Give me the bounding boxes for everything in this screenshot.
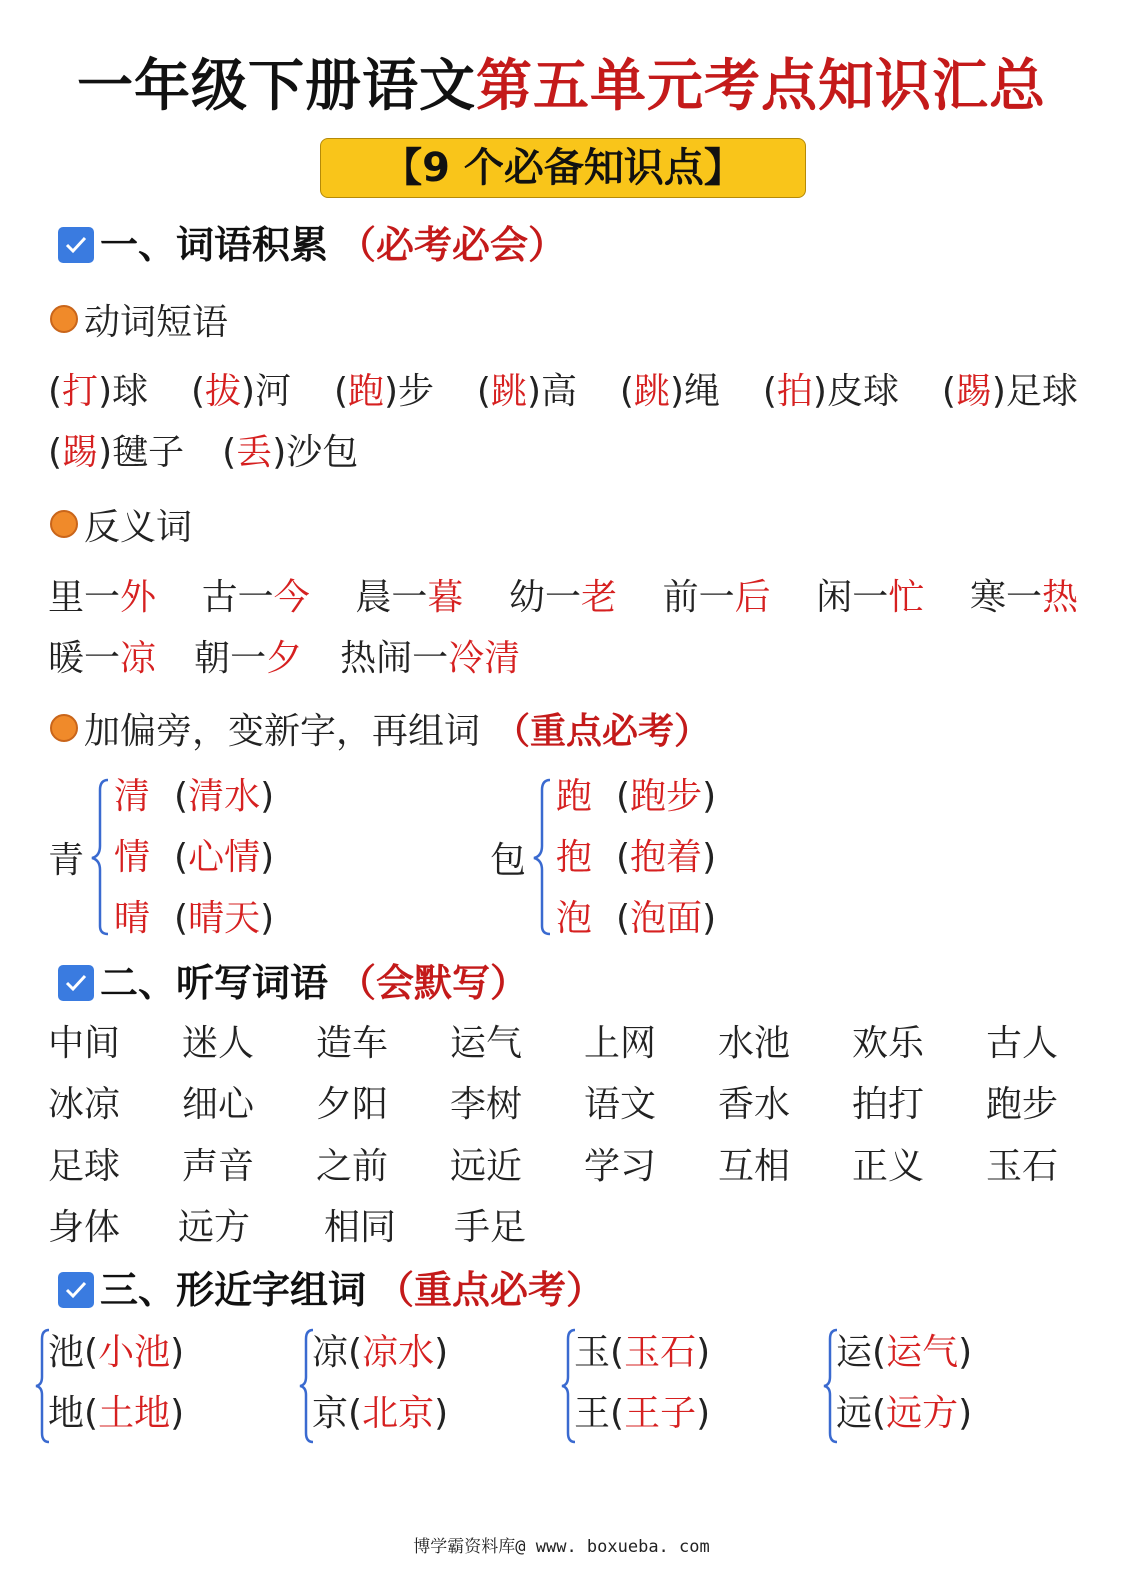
antonym-word: 幼: [508, 576, 545, 618]
verb-phrase: [620, 363, 720, 414]
radicals-heading: [50, 704, 710, 752]
dash: 一: [544, 576, 581, 618]
antonym-opposite: 凉: [120, 637, 157, 679]
antonyms-heading: [50, 500, 192, 548]
antonym-opposite: 冷清: [448, 637, 521, 679]
radicals-heading-text: 加偏旁，变新字，再组词: [84, 710, 481, 752]
similar-char-item: [312, 1325, 448, 1381]
dictation-word: 香水: [718, 1084, 791, 1125]
word: 抱着: [630, 837, 703, 878]
dash: 一: [84, 637, 121, 679]
title-part2: 第五单元考点知识汇总: [476, 54, 1046, 119]
antonym-opposite: 外: [120, 576, 157, 618]
antonym-word: 热闹: [340, 637, 413, 679]
verb: 拔: [205, 370, 242, 412]
new-char: 跑: [556, 776, 593, 817]
dictation-word: 水池: [718, 1023, 791, 1064]
dictation-word: 冰凉: [48, 1084, 121, 1125]
char: 京: [312, 1393, 349, 1434]
paren: ): [260, 837, 275, 878]
dictation-word: 中间: [48, 1023, 121, 1064]
dictation-word: 学习: [584, 1146, 657, 1187]
verb-phrases-heading-text: 动词短语: [84, 301, 229, 343]
dictation-row: [48, 1200, 1078, 1256]
paren: (: [619, 370, 634, 412]
checkbox-icon: [58, 227, 94, 263]
verb-phrase: [48, 363, 148, 414]
word: 远方: [886, 1393, 959, 1434]
verb: 踢: [955, 370, 992, 412]
verb: 跳: [490, 370, 527, 412]
dash: 一: [237, 576, 274, 618]
char: 远: [836, 1393, 873, 1434]
verb: 丢: [236, 431, 273, 473]
similar-char-item: [48, 1325, 184, 1381]
dictation-word: 古人: [986, 1023, 1059, 1064]
paren: ): [434, 1393, 449, 1434]
dictation-word: 运气: [450, 1023, 523, 1064]
dictation-word: 跑步: [986, 1084, 1059, 1125]
paren: (: [616, 898, 631, 939]
paren: (: [48, 370, 63, 412]
paren: (: [84, 1332, 99, 1373]
paren: (: [616, 837, 631, 878]
paren: (: [872, 1393, 887, 1434]
dictation-word: 远方: [178, 1207, 251, 1248]
object: 毽子: [112, 431, 185, 473]
similar-char-item: [574, 1325, 710, 1381]
char: 地: [48, 1393, 85, 1434]
brace-icon: [88, 776, 112, 936]
page-title: [0, 52, 1123, 122]
paren: ): [98, 370, 113, 412]
dictation-row: [48, 1077, 1078, 1133]
section-3-title: 三、形近字组词: [100, 1268, 367, 1312]
dictation-word: 相同: [324, 1207, 397, 1248]
paren: ): [958, 1393, 973, 1434]
section-2-note: （会默写）: [338, 961, 529, 1005]
dictation-row: [48, 1016, 1078, 1072]
antonym-pair: [970, 569, 1078, 620]
dictation-word: 远近: [450, 1146, 523, 1187]
paren: (: [174, 776, 189, 817]
banner: 【9 个必备知识点】: [320, 138, 806, 198]
antonym-word: 寒: [969, 576, 1006, 618]
radicals-note: （重点必考）: [494, 710, 711, 752]
word: 泡面: [630, 898, 703, 939]
radical-root: 青: [48, 840, 85, 881]
paren: ): [702, 837, 717, 878]
dash: 一: [230, 637, 267, 679]
dictation-word: 声音: [182, 1146, 255, 1187]
object: 步: [398, 370, 435, 412]
antonym-word: 暖: [48, 637, 85, 679]
dictation-word: 上网: [584, 1023, 657, 1064]
verb: 跑: [347, 370, 384, 412]
new-char: 情: [114, 837, 151, 878]
char: 玉: [574, 1332, 611, 1373]
word: 晴天: [188, 898, 261, 939]
radical-item: [114, 833, 274, 883]
new-char: 清: [114, 776, 151, 817]
radical-item: [556, 772, 716, 822]
paren: ): [702, 898, 717, 939]
paren: ): [384, 370, 399, 412]
dictation-word: 拍打: [852, 1084, 925, 1125]
similar-char-pair: [298, 1325, 548, 1450]
antonym-opposite: 夕: [266, 637, 303, 679]
antonym-opposite: 忙: [888, 576, 925, 618]
char: 池: [48, 1332, 85, 1373]
paren: ): [526, 370, 542, 412]
radical-item: [556, 833, 716, 883]
radical-group: [490, 772, 790, 942]
similar-char-item: [836, 1386, 972, 1442]
paren: ): [702, 776, 717, 817]
section-2-header: [58, 956, 528, 1010]
paren: ): [170, 1332, 185, 1373]
dictation-word: 语文: [584, 1084, 657, 1125]
dictation-word: 互相: [718, 1146, 791, 1187]
paren: (: [616, 776, 631, 817]
antonym-opposite: 热: [1041, 576, 1078, 618]
verb-phrase: [477, 363, 577, 414]
object: 绳: [683, 370, 720, 412]
word: 运气: [886, 1332, 959, 1373]
antonym-pair: [663, 569, 771, 620]
paren: (: [762, 370, 777, 412]
dash: 一: [84, 576, 121, 618]
dictation-word: 细心: [182, 1084, 255, 1125]
footer-watermark: 博学霸资料库@ www. boxueba. com: [413, 1537, 710, 1557]
antonym-word: 闲: [816, 576, 853, 618]
paren: (: [348, 1393, 363, 1434]
paren: (: [84, 1393, 99, 1434]
radical-item: [114, 894, 274, 944]
paren: (: [48, 431, 63, 473]
similar-char-item: [312, 1386, 448, 1442]
bullet-dot-icon: [50, 714, 78, 742]
verb-phrase: [942, 363, 1078, 414]
dash: 一: [412, 637, 449, 679]
word: 小池: [98, 1332, 171, 1373]
similar-char-item: [48, 1386, 184, 1442]
paren: ): [696, 1393, 711, 1434]
antonym-word: 朝: [194, 637, 231, 679]
checkbox-icon: [58, 1272, 94, 1308]
similar-char-item: [836, 1325, 972, 1381]
antonym-word: 里: [48, 576, 85, 618]
paren: (: [190, 370, 206, 412]
antonym-pair: [509, 569, 617, 620]
antonym-pair: [202, 569, 310, 620]
paren: ): [260, 898, 275, 939]
word: 北京: [362, 1393, 435, 1434]
checkbox-icon: [58, 965, 94, 1001]
title-part1: 一年级下册语文: [77, 54, 476, 119]
antonym-pair: [48, 630, 156, 681]
paren: (: [222, 431, 237, 473]
section-1-header: [58, 218, 566, 272]
dictation-word: 身体: [48, 1207, 121, 1248]
bullet-dot-icon: [50, 305, 78, 333]
dash: 一: [852, 576, 889, 618]
verb-phrases-heading: [50, 295, 228, 343]
similar-char-pair: [822, 1325, 1072, 1450]
verb-phrase: [334, 363, 434, 414]
radical-root: 包: [490, 840, 527, 881]
antonym-word: 前: [662, 576, 699, 618]
section-2-title: 二、听写词语: [100, 961, 329, 1005]
verb: 打: [62, 370, 99, 412]
paren: (: [872, 1332, 887, 1373]
paren: ): [958, 1332, 973, 1373]
section-3-note: （重点必考）: [376, 1268, 605, 1312]
paren: (: [476, 370, 491, 412]
paren: (: [333, 370, 348, 412]
antonym-pair: [48, 569, 156, 620]
dictation-word: 正义: [852, 1146, 925, 1187]
antonym-opposite: 老: [581, 576, 618, 618]
paren: ): [669, 370, 684, 412]
word: 凉水: [362, 1332, 435, 1373]
paren: ): [812, 370, 827, 412]
verb-phrase: [763, 363, 899, 414]
char: 运: [836, 1332, 873, 1373]
antonym-word: 古: [201, 576, 238, 618]
dash: 一: [698, 576, 735, 618]
object: 皮球: [826, 370, 899, 412]
antonym-pair: [816, 569, 924, 620]
paren: ): [260, 776, 275, 817]
radical-item: [556, 894, 716, 944]
radical-group: [48, 772, 348, 942]
antonym-pair: [194, 630, 302, 681]
paren: (: [348, 1332, 363, 1373]
paren: (: [174, 898, 189, 939]
verb: 拍: [776, 370, 813, 412]
object: 高: [541, 370, 578, 412]
paren: ): [696, 1332, 711, 1373]
paren: (: [941, 370, 956, 412]
similar-char-item: [574, 1386, 710, 1442]
radical-item: [114, 772, 274, 822]
dictation-word: 欢乐: [852, 1023, 925, 1064]
verb-phrase-row-2: [48, 421, 1078, 477]
new-char: 晴: [114, 898, 151, 939]
antonym-pair: [340, 630, 520, 681]
word: 跑步: [630, 776, 703, 817]
new-char: 泡: [556, 898, 593, 939]
paren: (: [610, 1332, 625, 1373]
paren: ): [170, 1393, 185, 1434]
verb-phrase: [222, 424, 358, 475]
antonym-opposite: 后: [734, 576, 771, 618]
dictation-word: 造车: [316, 1023, 389, 1064]
antonyms-heading-text: 反义词: [84, 506, 193, 548]
similar-char-pair: [34, 1325, 284, 1450]
verb-phrase: [191, 363, 291, 414]
char: 凉: [312, 1332, 349, 1373]
verb-phrase: [48, 424, 184, 475]
dictation-word: 夕阳: [316, 1084, 389, 1125]
paren: (: [610, 1393, 625, 1434]
verb: 跳: [633, 370, 670, 412]
dash: 一: [1005, 576, 1042, 618]
dictation-row: [48, 1139, 1078, 1195]
verb: 踢: [62, 431, 99, 473]
object: 河: [255, 370, 292, 412]
antonym-row-1: [48, 566, 1078, 622]
object: 足球: [1005, 370, 1078, 412]
dictation-word: 手足: [454, 1207, 527, 1248]
new-char: 抱: [556, 837, 593, 878]
section-1-title: 一、词语积累: [100, 223, 329, 267]
paren: ): [434, 1332, 449, 1373]
dictation-word: 足球: [48, 1146, 121, 1187]
paren: ): [991, 370, 1006, 412]
paren: ): [272, 431, 287, 473]
object: 球: [112, 370, 149, 412]
dictation-word: 玉石: [986, 1146, 1059, 1187]
object: 沙包: [286, 431, 359, 473]
dictation-word: 迷人: [182, 1023, 255, 1064]
section-3-header: [58, 1263, 604, 1317]
antonym-pair: [355, 569, 463, 620]
bullet-dot-icon: [50, 510, 78, 538]
antonym-row-2: [48, 627, 1078, 683]
antonym-opposite: 暮: [427, 576, 464, 618]
brace-icon: [530, 776, 554, 936]
word: 玉石: [624, 1332, 697, 1373]
dash: 一: [391, 576, 428, 618]
antonym-opposite: 今: [273, 576, 310, 618]
section-1-note: （必考必会）: [338, 223, 567, 267]
dictation-word: 李树: [450, 1084, 523, 1125]
char: 王: [574, 1393, 611, 1434]
word: 清水: [188, 776, 261, 817]
word: 土地: [98, 1393, 171, 1434]
word: 心情: [188, 837, 261, 878]
dictation-word: 之前: [316, 1146, 389, 1187]
paren: ): [98, 431, 113, 473]
verb-phrase-row-1: [48, 360, 1078, 416]
antonym-word: 晨: [355, 576, 392, 618]
similar-char-pair: [560, 1325, 810, 1450]
paren: ): [241, 370, 256, 412]
word: 王子: [624, 1393, 697, 1434]
paren: (: [174, 837, 189, 878]
